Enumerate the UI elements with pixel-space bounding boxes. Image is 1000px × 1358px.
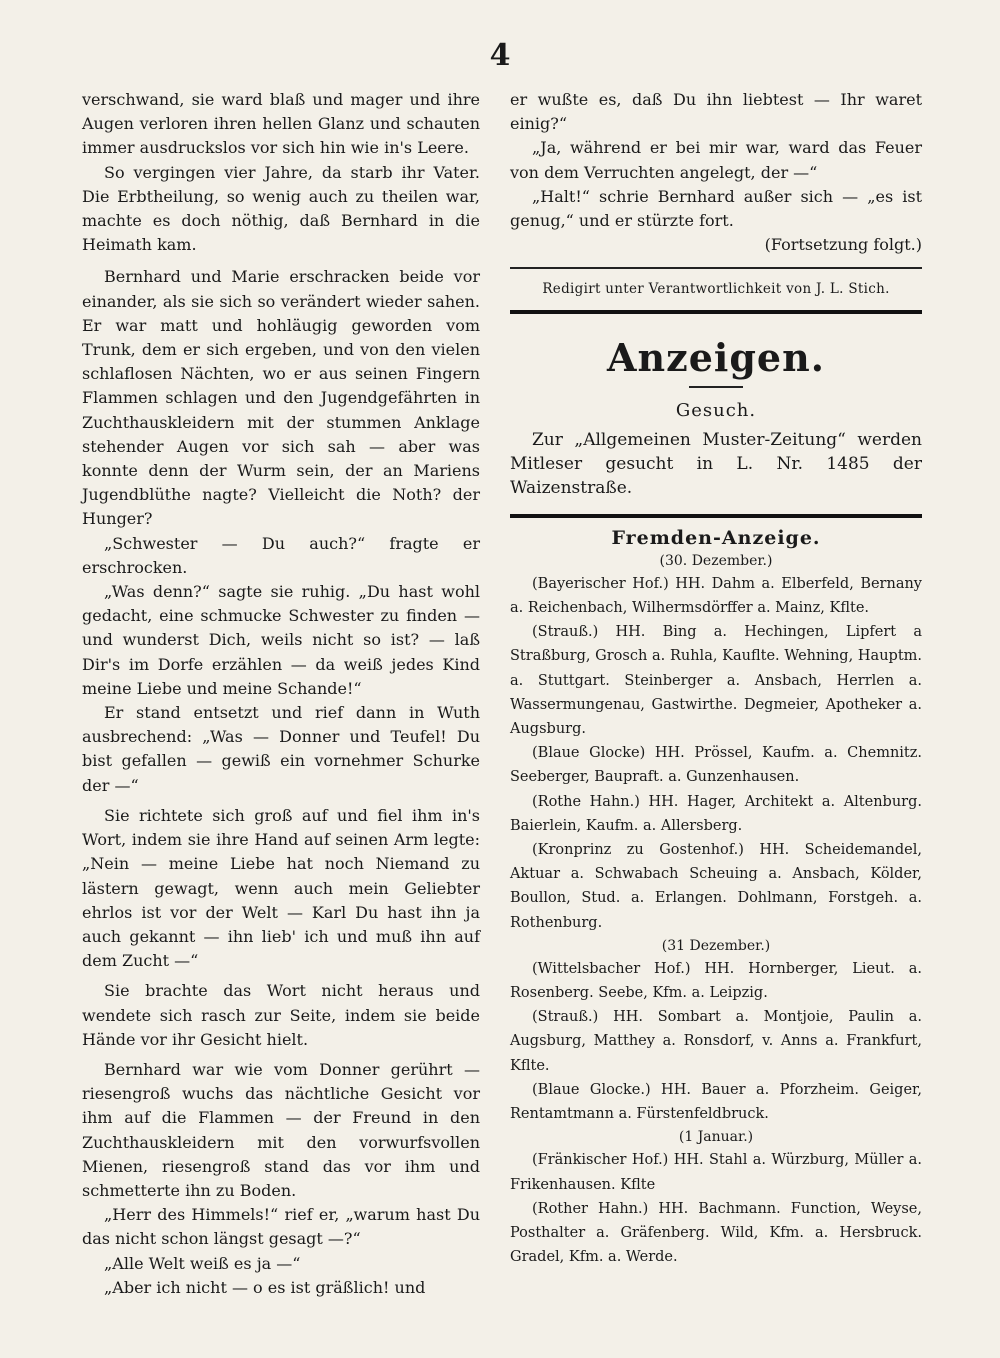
guest-entry: (Rothe Hahn.) HH. Hager, Architekt a. Altenburg. Baierlein, Kaufm. a. Allersberg. bbox=[510, 793, 922, 834]
story-paragraph: Bernhard und Marie erschracken beide vor einander, als sie sich so verändert wieder sahen. Er war matt und hohläugig geworden vom Trunk, dem er sich ergeben, und von den vielen schlaflosen Nächten, wo er aus seinen Fingern Flammen schlagen und den Jugendgefährten in Zuchthauskleidern mit der stummen Anklage stehender Augen vor sich sah — aber was konnte denn der Wurm sein, der an Mariens Jugendblüthe nagte? Vielleicht die Noth? der Hunger? bbox=[82, 267, 480, 529]
story-paragraph: „Ja, während er bei mir war, ward das Feuer von dem Verruchten angelegt, der —“ bbox=[510, 138, 922, 182]
guest-entry: (Rother Hahn.) HH. Bachmann. Function, Weyse, Posthalter a. Gräfenberg. Wild, Kfm. a. Hersbruck. Gradel, Kfm. a. Werde. bbox=[510, 1200, 922, 1266]
continuation-note: (Fortsetzung folgt.) bbox=[764, 235, 922, 255]
story-paragraph: Bernhard war wie vom Donner gerührt — riesengroß wuchs das nächtliche Gesicht vor ihm auf die Flammen — der Freund in den Zuchthauskleidern mit den vorwurfsvollen Mienen, riesengroß stand das vor ihm und schmetterte ihn zu Boden. bbox=[82, 1059, 480, 1200]
story-paragraph: „Aber ich nicht — o es ist gräßlich! und bbox=[104, 1277, 426, 1297]
gesuch-heading: Gesuch. bbox=[675, 399, 757, 421]
guest-entry: (Bayerischer Hof.) HH. Dahm a. Elberfeld, Bernany a. Reichenbach, Wilhermsdörffer a. Mainz, Kflte. bbox=[510, 575, 922, 617]
story-paragraph: „Was denn?“ sagte sie ruhig. „Du hast wohl gedacht, eine schmucke Schwester zu finden — und wunderst Dich, weils nicht so ist? — laß Dir's im Dorfe erzählen — da weiß jedes Kind meine Liebe und meine Schande!“ bbox=[82, 582, 480, 698]
story-paragraph: „Herr des Himmels!“ rief er, „warum hast Du das nicht schon längst gesagt —?“ bbox=[82, 1205, 480, 1249]
divider-thick bbox=[510, 310, 922, 314]
guest-entry: (Fränkischer Hof.) HH. Stahl a. Würzburg, Müller a. Frikenhausen. Kflte bbox=[510, 1152, 922, 1193]
guest-entry: (Wittelsbacher Hof.) HH. Hornberger, Lieut. a. Rosenberg. Seebe, Kfm. a. Leipzig. bbox=[510, 960, 922, 1002]
date-section bbox=[510, 550, 922, 935]
story-paragraph: „Alle Welt weiß es ja —“ bbox=[104, 1253, 301, 1273]
editor-line: Redigirt unter Verantwortlichkeit von J. L. Stich. bbox=[542, 281, 890, 298]
fremden-heading: Fremden-Anzeige. bbox=[611, 526, 821, 549]
story-paragraph: So vergingen vier Jahre, da starb ihr Vater. Die Erbtheilung, so wenig auch zu theilen war, machte es doch nöthig, daß Bernhard in die Heimath kam. bbox=[82, 162, 480, 255]
date-heading: (1 Januar.) bbox=[678, 1129, 754, 1146]
story-paragraph: Er stand entsetzt und rief dann in Wuth ausbrechend: „Was — Donner und Teufel! Du bist gefallen — gewiß ein vornehmer Schurke der —“ bbox=[82, 703, 480, 795]
divider bbox=[510, 267, 922, 269]
story-paragraph: Sie brachte das Wort nicht heraus und wendete sich rasch zur Seite, indem sie beide Hände vor ihr Gesicht hielt. bbox=[82, 981, 480, 1049]
date-section bbox=[510, 1126, 922, 1269]
date-section bbox=[510, 935, 922, 1126]
ads-heading: Anzeigen. bbox=[607, 334, 825, 380]
guest-entry: (Strauß.) HH. Bing a. Hechingen, Lipfert a Straßburg, Grosch a. Ruhla, Kauflte. Wehning, Hauptm. a. Stuttgart. Steinberger a. Ansbach, Herrlen a. Wassermungenau, Gastwirthe. Degmeier, Apotheker a. Augsburg. bbox=[510, 624, 922, 738]
gesuch-text: Zur „Allgemeinen Muster-Zeitung“ werden Mitleser gesucht in L. Nr. 1485 der Waizenstraße. bbox=[510, 429, 922, 498]
guest-entry: (Blaue Glocke.) HH. Bauer a. Pforzheim. Geiger, Rentamtmann a. Fürstenfeldbruck. bbox=[510, 1081, 922, 1123]
page-number: 4 bbox=[489, 38, 511, 73]
story-paragraph: Sie richtete sich groß auf und fiel ihm in's Wort, indem sie ihre Hand auf seinen Arm legte: „Nein — meine Liebe hat noch Niemand zu lästern gewagt, wenn auch mein Geliebter ehrlos ist vor der Welt — Karl Du hast ihn ja auch gekannt — ihn lieb' ich und muß ihn auf dem Zucht —“ bbox=[82, 805, 480, 971]
guest-entry: (Kronprinz zu Gostenhof.) HH. Scheidemandel, Aktuar a. Schwabach Scheuing a. Ansbach, Kölder, Boullon, Stud. a. Erlangen. Dohlmann, Forstgeh. a. Rothenburg. bbox=[510, 842, 922, 931]
story-paragraph: „Schwester — Du auch?“ fragte er erschrocken. bbox=[82, 533, 480, 577]
story-paragraph: „Halt!“ schrie Bernhard außer sich — „es ist genug,“ und er stürzte fort. bbox=[510, 186, 922, 231]
story-paragraph: verschwand, sie ward blaß und mager und ihre Augen verloren ihren hellen Glanz und schauten immer ausdruckslos vor sich hin wie in's Leere. bbox=[82, 90, 480, 158]
story-paragraph: er wußte es, daß Du ihn liebtest — Ihr waret einig?“ bbox=[510, 90, 922, 134]
guest-entry: (Blaue Glocke) HH. Prössel, Kaufm. a. Chemnitz. Seeberger, Baupraft. a. Gunzenhausen. bbox=[510, 745, 922, 786]
date-heading: (30. Dezember.) bbox=[659, 552, 773, 569]
date-heading: (31 Dezember.) bbox=[661, 937, 771, 954]
guest-entry: (Strauß.) HH. Sombart a. Montjoie, Paulin a. Augsburg, Matthey a. Ronsdorf, v. Anns a. Frankfurt, Kflte. bbox=[510, 1009, 922, 1074]
story-column-left bbox=[82, 88, 480, 1300]
right-column bbox=[510, 88, 922, 1269]
short-divider bbox=[689, 386, 743, 388]
divider-thick bbox=[510, 514, 922, 518]
